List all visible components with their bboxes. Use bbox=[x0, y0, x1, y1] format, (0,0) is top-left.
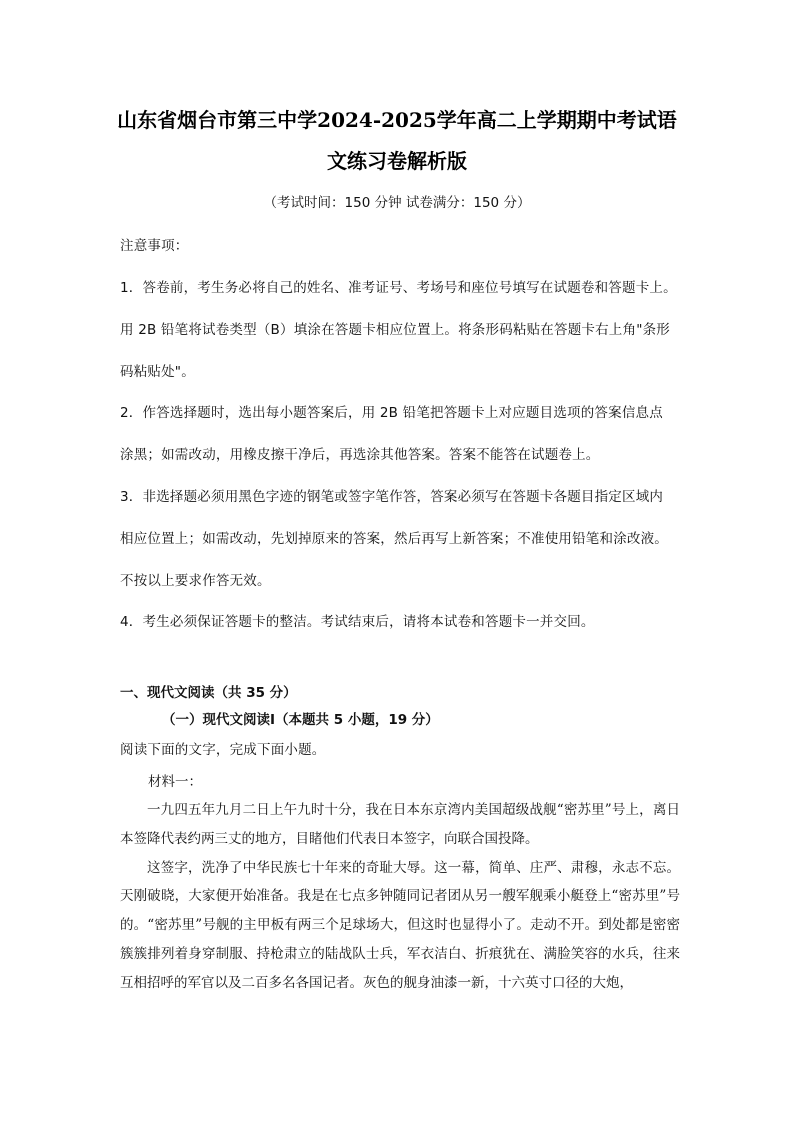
reading-instruction: 阅读下面的文字，完成下面小题。 bbox=[120, 742, 326, 758]
passage-paragraph: 一九四五年九月二日上午九时十分，我在日本东京湾内美国超级战舰“密苏里”号上，离日本签降代表约两三丈的地方，目睹他们代表日本签字，向联合国投降。 bbox=[120, 802, 680, 847]
material-label: 材料一： bbox=[148, 774, 202, 790]
notice-heading: 注意事项： bbox=[120, 238, 189, 254]
notice-line: 相应位置上；如需改动，先划掉原来的答案，然后再写上新答案；不准使用铅笔和涂改液。 bbox=[120, 531, 668, 547]
exam-meta: （考试时间：150 分钟 试卷满分：150 分） bbox=[263, 195, 531, 211]
subsection-heading: （一）现代文阅读Ⅰ（本题共 5 小题，19 分） bbox=[162, 712, 439, 728]
notice-line: 4．考生必须保证答题卡的整洁。考试结束后，请将本试卷和答题卡一并交回。 bbox=[120, 614, 595, 630]
notice-line: 不按以上要求作答无效。 bbox=[120, 573, 271, 589]
notice-line: 3．非选择题必须用黑色字迹的钢笔或签字笔作答，答案必须写在答题卡各题目指定区域内 bbox=[120, 489, 664, 505]
reading-passage bbox=[120, 796, 680, 998]
notice-line: 涂黑；如需改动，用橡皮擦干净后，再选涂其他答案。答案不能答在试题卷上。 bbox=[120, 447, 600, 463]
passage-paragraph: 这签字，洗净了中华民族七十年来的奇耻大辱。这一幕，简单、庄严、肃穆，永志不忘。天刚破晓，大家便开始准备。我是在七点多钟随同记者团从另一艘军舰乘小艇登上“密苏里”号的。“密苏里”号舰的主甲板有两三个足球场大，但这时也显得小了。走动不开。到处都是密密簇簇排列着身穿制服、持枪肃立的陆战队士兵，军衣洁白、折痕犹在、满脸笑容的水兵，往来互相招呼的军官以及二百多名各国记者。灰色的舰身油漆一新，十六英寸口径的大炮， bbox=[120, 859, 680, 991]
notice-line: 1．答卷前，考生务必将自己的姓名、准考证号、考场号和座位号填写在试题卷和答题卡上。 bbox=[120, 280, 677, 296]
section-heading: 一、现代文阅读（共 35 分） bbox=[120, 685, 297, 701]
notice-line: 码粘贴处"。 bbox=[120, 364, 195, 380]
document-title-line-1: 山东省烟台市第三中学2024-2025学年高二上学期期中考试语 bbox=[117, 108, 677, 132]
document-title-line-2: 文练习卷解析版 bbox=[327, 149, 467, 173]
notice-line: 2．作答选择题时，选出每小题答案后，用 2B 铅笔把答题卡上对应题目选项的答案信息点 bbox=[120, 405, 663, 421]
notice-line: 用 2B 铅笔将试卷类型（B）填涂在答题卡相应位置上。将条形码粘贴在答题卡右上角"条形 bbox=[120, 322, 671, 338]
